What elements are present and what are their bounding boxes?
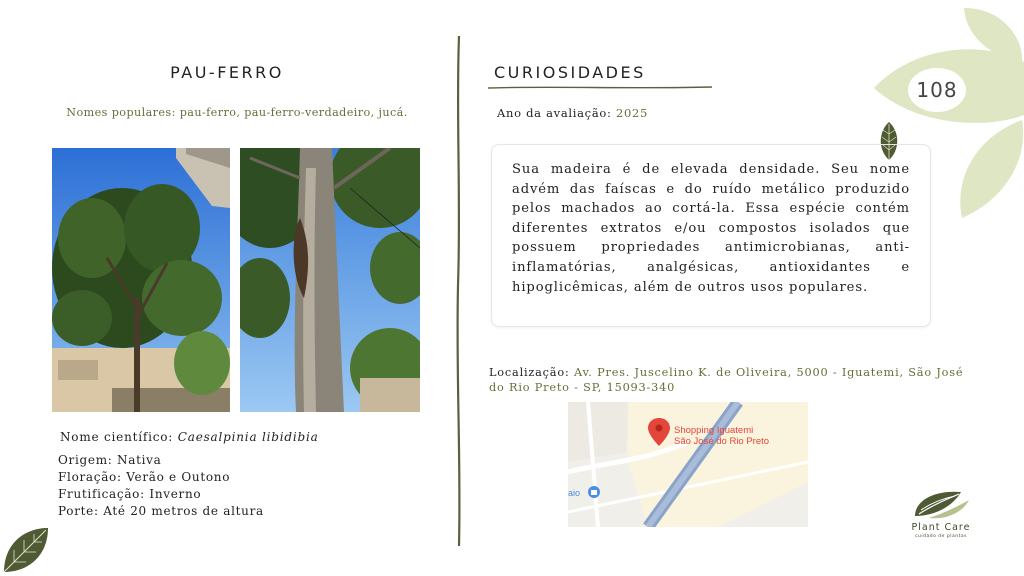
curiosities-text: Sua madeira é de elevada densidade. Seu nome advém das faíscas e do ruído metálico produzido pelos machados ao cortá-la. Essa espécie contém diferentes extratos e/ou compostos isolados que possuem propriedades antimicrobianas, anti-inflamatórias, analgésicas, antioxidantes e hipoglicêmicas, além de outros usos populares. xyxy=(512,162,910,295)
location-label: Localização: xyxy=(489,366,570,379)
map-partial-label: aio xyxy=(568,488,581,498)
corner-leaf-icon xyxy=(0,524,52,576)
logo-subtitle: cuidado de plantas xyxy=(915,534,967,539)
scientific-name-value: Caesalpinia libidibia xyxy=(177,430,319,444)
map-place-name: Shopping Iguatemi xyxy=(674,425,754,436)
evaluation-year xyxy=(497,106,648,120)
fact-label: Floração: xyxy=(58,470,122,484)
fact-label: Frutificação: xyxy=(58,487,145,501)
scientific-name xyxy=(60,430,319,444)
tree-trunk-photo xyxy=(240,148,420,412)
tree-canopy-photo xyxy=(52,148,230,412)
fact-value: Até 20 metros de altura xyxy=(103,504,264,518)
plant-title: PAU-FERRO xyxy=(170,63,284,82)
plant-facts xyxy=(58,452,264,520)
heading-underline xyxy=(488,84,712,92)
popular-names-value: pau-ferro, pau-ferro-verdadeiro, jucá. xyxy=(179,106,408,119)
evaluation-year-label: Ano da avaliação: xyxy=(497,106,612,120)
fact-value: Verão e Outono xyxy=(126,470,231,484)
popular-names xyxy=(0,106,474,119)
logo-name: Plant Care xyxy=(911,522,971,533)
scientific-name-label: Nome científico: xyxy=(60,430,174,444)
curiosities-heading: CURIOSIDADES xyxy=(494,63,646,82)
location xyxy=(489,365,979,395)
fact-value: Nativa xyxy=(117,453,162,467)
popular-names-label: Nomes populares: xyxy=(66,106,176,119)
fact-origin xyxy=(58,452,264,469)
evaluation-year-value: 2025 xyxy=(615,106,649,120)
location-map[interactable] xyxy=(568,402,808,527)
location-address: Av. Pres. Juscelino K. de Oliveira, 5000 - Iguatemi, São José do Rio Preto - SP, 15093-340 xyxy=(489,366,964,394)
fact-value: Inverno xyxy=(149,487,202,501)
map-place-city: São José do Rio Preto xyxy=(674,436,770,447)
column-divider xyxy=(452,36,466,546)
fact-flowering xyxy=(58,469,264,486)
slide-number: 108 xyxy=(908,68,966,112)
fact-label: Origem: xyxy=(58,453,113,467)
fact-size xyxy=(58,503,264,520)
fact-fruiting xyxy=(58,486,264,503)
fact-label: Porte: xyxy=(58,504,99,518)
